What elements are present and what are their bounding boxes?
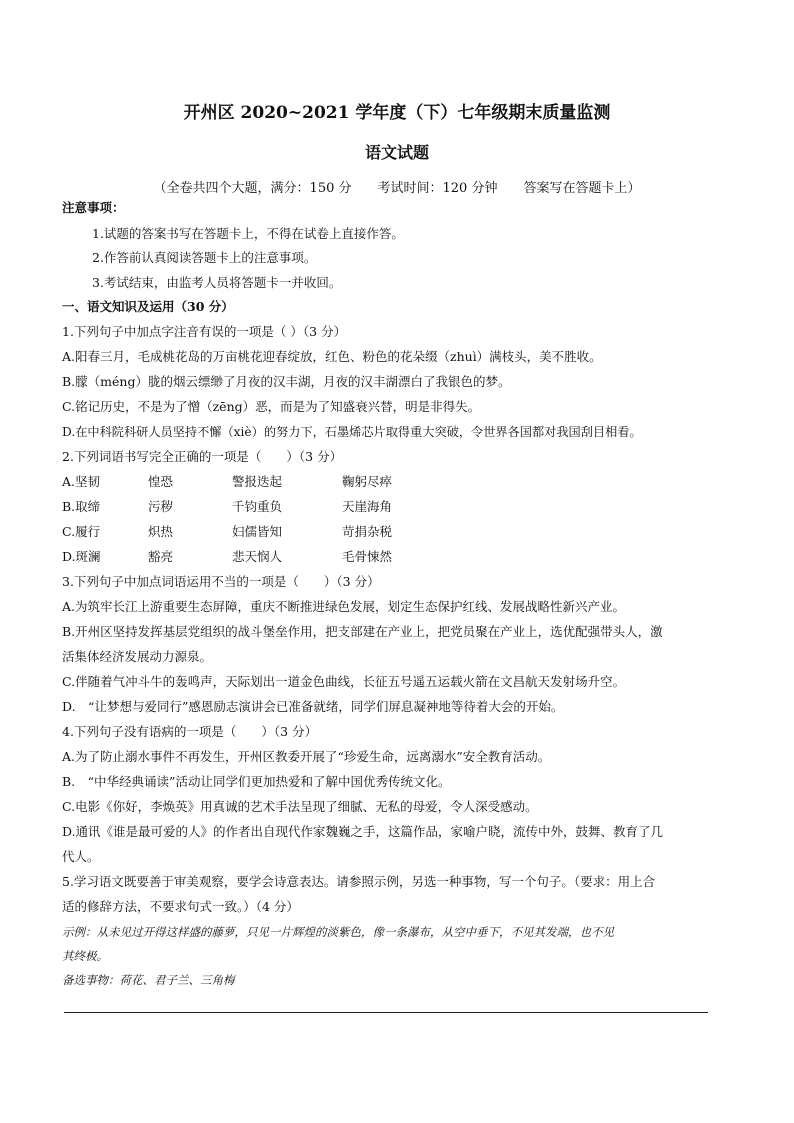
exam-info: （全卷共四个大题，满分：150 分 考试时间：120 分钟 答案写在答题卡上）	[153, 181, 641, 196]
note-item: 3.考试结束，由监考人员将答题卡一并收回。	[92, 275, 342, 290]
q3-option-d: D. “让梦想与爱同行”感恩励志演讲会已准备就绪，同学们屏息凝神地等待着大会的开始。	[62, 699, 564, 714]
q4-option-a: A.为了防止溺水事件不再发生，开州区教委开展了“珍爱生命，远离溺水”安全教育活动。	[62, 749, 551, 764]
q2-word: 鞠躬尽瘁	[342, 474, 393, 489]
q2-word: 炽热	[148, 524, 174, 539]
exam-title: 开州区 2020~2021 学年度（下）七年级期末质量监测	[183, 103, 611, 123]
q2-word: A.坚韧	[62, 474, 101, 489]
q2-word: 豁亮	[148, 549, 174, 564]
q3-option-c: C.伴随着气冲斗牛的轰鸣声，天际划出一道金色曲线，长征五号遥五运载火箭在文昌航天发射场升空。	[62, 674, 626, 689]
note-item: 1.试题的答案书写在答题卡上，不得在试卷上直接作答。	[92, 226, 404, 241]
notes-heading: 注意事项：	[62, 200, 125, 215]
q2-word: 天崖海角	[342, 499, 393, 514]
q4-stem: 4.下列句子没有语病的一项是（ ）（3 分）	[62, 724, 318, 739]
q2-word: 污秽	[148, 499, 174, 514]
q4-option-d: D.通讯《谁是最可爱的人》的作者出自现代作家魏巍之手，这篇作品，家喻户晓，流传中外，鼓舞、教育了几	[62, 824, 664, 839]
q2-word: 警报迭起	[232, 474, 283, 489]
q2-word: 悲天悯人	[232, 549, 283, 564]
q1-option-c: C.铭记历史，不是为了憎（zēng）恶，而是为了知盛衰兴替，明是非得失。	[62, 399, 481, 414]
exam-subtitle: 语文试题	[364, 143, 429, 162]
q1-stem: 1.下列句子中加点字注音有误的一项是（ ）（3 分）	[62, 324, 347, 339]
q2-word: 千钧重负	[232, 499, 283, 514]
q5-example: 示例：从未见过开得这样盛的藤萝，只见一片辉煌的淡紫色，像一条瀑布，从空中垂下，不见其发端，也不见	[62, 925, 614, 939]
q2-word: D.斑澜	[62, 549, 101, 564]
note-item: 2.作答前认真阅读答题卡上的注意事项。	[92, 250, 317, 265]
q3-option-b: B.开州区坚持发挥基层党组织的战斗堡垒作用，把支部建在产业上，把党员聚在产业上，选优配强带头人，激	[62, 624, 663, 639]
q2-word: 妇儒皆知	[232, 524, 283, 539]
q3-stem: 3.下列句子中加点词语运用不当的一项是（ ）（3 分）	[62, 574, 380, 589]
q2-stem: 2.下列词语书写完全正确的一项是（ ）（3 分）	[62, 449, 343, 464]
q5-stem-cont: 适的修辞方法，不要求句式一致。）（4 分）	[62, 899, 299, 914]
q5-example-cont: 其终极。	[62, 949, 108, 963]
q5-options: 备选事物：荷花、君子兰、三角梅	[62, 973, 235, 987]
q2-word: 苛捐杂税	[342, 524, 393, 539]
q2-word: 毛骨悚然	[342, 549, 393, 564]
q3-option-a: A.为筑牢长江上游重要生态屏障，重庆不断推进绿色发展，划定生态保护红线、发展战略性新兴产业。	[62, 599, 626, 614]
q4-option-d-cont: 代人。	[62, 849, 100, 864]
q2-word: 惶恐	[148, 474, 174, 489]
q4-option-b: B. “中华经典诵读”活动让同学们更加热爱和了解中国优秀传统文化。	[62, 774, 451, 789]
q1-option-b: B.朦（méng）胧的烟云缥缈了月夜的汉丰湖，月夜的汉丰湖漂白了我银色的梦。	[62, 374, 511, 389]
q3-option-b-cont: 活集体经济发展动力源泉。	[62, 649, 213, 664]
q5-stem: 5.学习语文既要善于审美观察，要学会诗意表达。请参照示例，另选一种事物，写一个句子。（要求：用上合	[62, 874, 656, 889]
q1-option-a: A.阳春三月，毛成桃花岛的万亩桃花迎春绽放，红色、粉色的花朵缀（zhuì）满枝头，美不胜收。	[62, 349, 602, 364]
q4-option-c: C.电影《你好，李焕英》用真诚的艺术手法呈现了细腻、无私的母爱，令人深受感动。	[62, 799, 538, 814]
q1-option-d: D.在中科院科研人员坚持不懈（xiè）的努力下，石墨烯芯片取得重大突破，令世界各国都对我国刮目相看。	[62, 425, 642, 439]
section-heading: 一、语文知识及运用（30 分）	[62, 299, 234, 314]
answer-line[interactable]	[64, 1012, 708, 1013]
q2-word: C.履行	[62, 524, 101, 539]
q2-word: B.取缔	[62, 499, 101, 514]
